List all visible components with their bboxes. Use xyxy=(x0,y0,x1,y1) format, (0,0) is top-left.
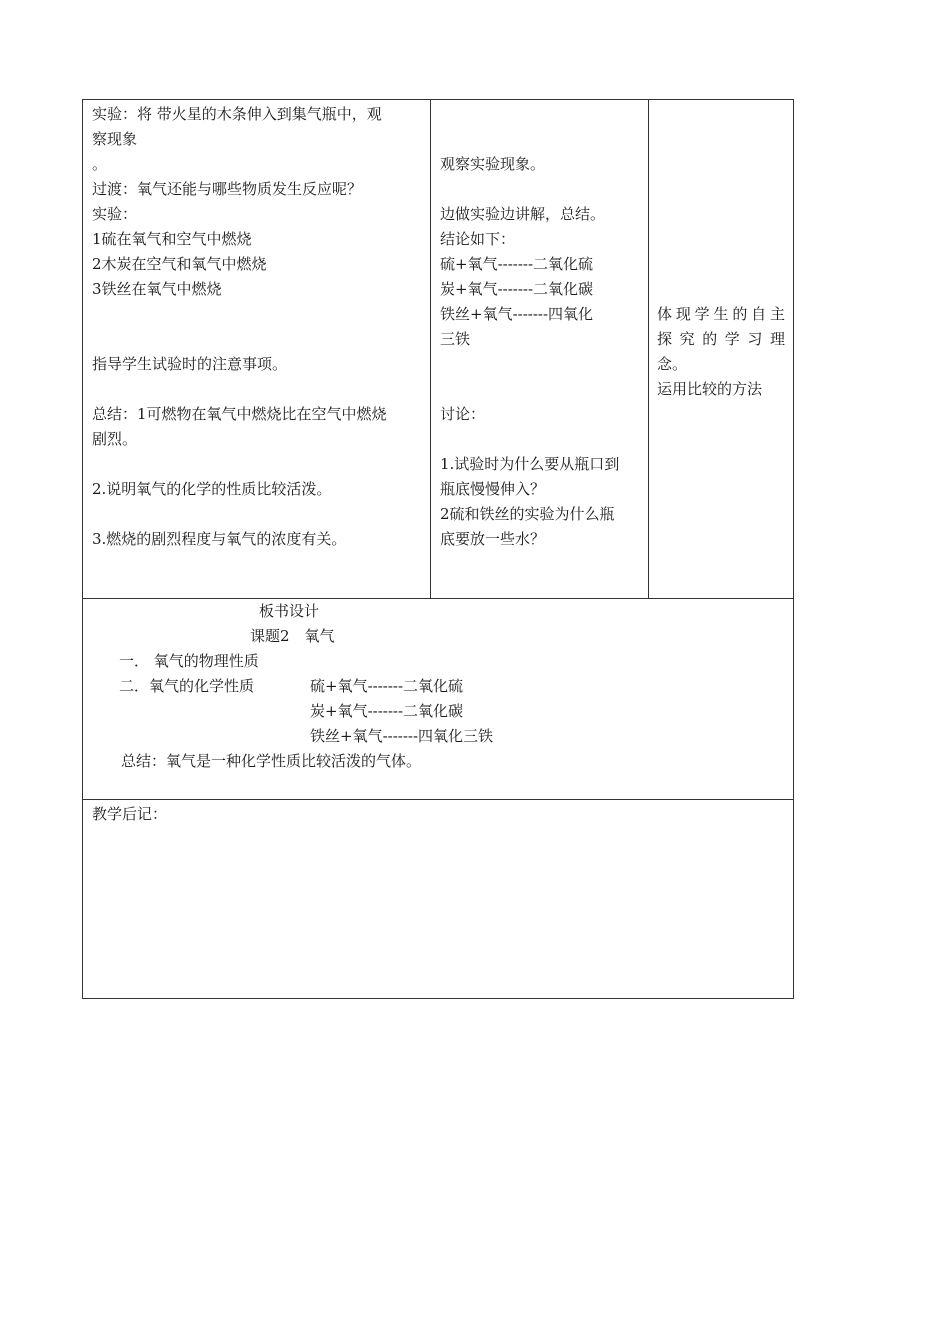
equation-line: 铁丝+氧气-------四氧化 xyxy=(440,305,594,323)
board-design xyxy=(83,599,793,799)
board-heading: 板书设计 xyxy=(259,602,320,620)
text-line: 观察实验现象。 xyxy=(440,155,546,173)
equation-line: 硫+氧气-------二氧化硫 xyxy=(440,255,594,273)
reflection-row xyxy=(83,800,794,999)
board-topic: 课题2 氧气 xyxy=(250,627,335,645)
equation-line: 炭+氧气-------二氧化碳 xyxy=(440,280,594,298)
lesson-plan-table xyxy=(82,99,794,999)
text-line: 边做实验边讲解，总结。 xyxy=(440,205,606,223)
board-section-physical: 一． 氧气的物理性质 xyxy=(119,652,259,670)
text-line: 。 xyxy=(92,155,108,173)
board-equation: 硫+氧气-------二氧化硫 xyxy=(310,677,464,695)
board-design-cell xyxy=(83,599,794,800)
board-equation: 炭+氧气-------二氧化碳 xyxy=(310,702,464,720)
text-line: 结论如下： xyxy=(440,230,516,248)
text-line: 实验： xyxy=(92,205,138,223)
text-line: 讨论： xyxy=(440,405,486,423)
text-line: 1硫在氧气和空气中燃烧 xyxy=(92,230,252,248)
text-line: 三铁 xyxy=(440,330,471,348)
text-line: 察现象 xyxy=(92,130,138,148)
text-line: 3铁丝在氧气中燃烧 xyxy=(92,280,222,298)
student-activity-cell xyxy=(431,100,649,599)
board-equation: 铁丝+氧气-------四氧化三铁 xyxy=(310,727,494,745)
reflection-cell xyxy=(83,800,794,999)
text-line: 指导学生试验时的注意事项。 xyxy=(92,355,288,373)
text-line: 实验：将 带火星的木条伸入到集气瓶中，观 xyxy=(92,105,382,123)
text-line: 3.燃烧的剧烈程度与氧气的浓度有关。 xyxy=(92,530,347,548)
question-line: 底要放一些水？ xyxy=(440,530,546,548)
question-line: 2硫和铁丝的实验为什么瓶 xyxy=(440,505,615,523)
teacher-activity-cell xyxy=(83,100,431,599)
text-line: 探究的学习理 xyxy=(657,330,785,348)
reflection-label: 教学后记： xyxy=(92,805,168,823)
text-line: 2.说明氧气的化学的性质比较活泼。 xyxy=(92,480,332,498)
text-line: 运用比较的方法 xyxy=(657,380,763,398)
board-section-chemical: 二．氧气的化学性质 xyxy=(119,677,255,695)
text-line: 过渡：氧气还能与哪些物质发生反应呢？ xyxy=(92,180,363,198)
question-line: 1.试验时为什么要从瓶口到 xyxy=(440,455,620,473)
board-summary: 总结：氧气是一种化学性质比较活泼的气体。 xyxy=(121,752,422,770)
text-line: 总结：1可燃物在氧气中燃烧比在空气中燃烧 xyxy=(92,405,387,423)
design-intent-cell xyxy=(649,100,794,599)
text-line: 体现学生的自主 xyxy=(657,305,785,323)
question-line: 瓶底慢慢伸入？ xyxy=(440,480,546,498)
text-line: 念。 xyxy=(657,355,688,373)
text-line: 2木炭在空气和氧气中燃烧 xyxy=(92,255,267,273)
teaching-process-row xyxy=(83,100,794,599)
text-line: 剧烈。 xyxy=(92,430,138,448)
board-design-row xyxy=(83,599,794,800)
